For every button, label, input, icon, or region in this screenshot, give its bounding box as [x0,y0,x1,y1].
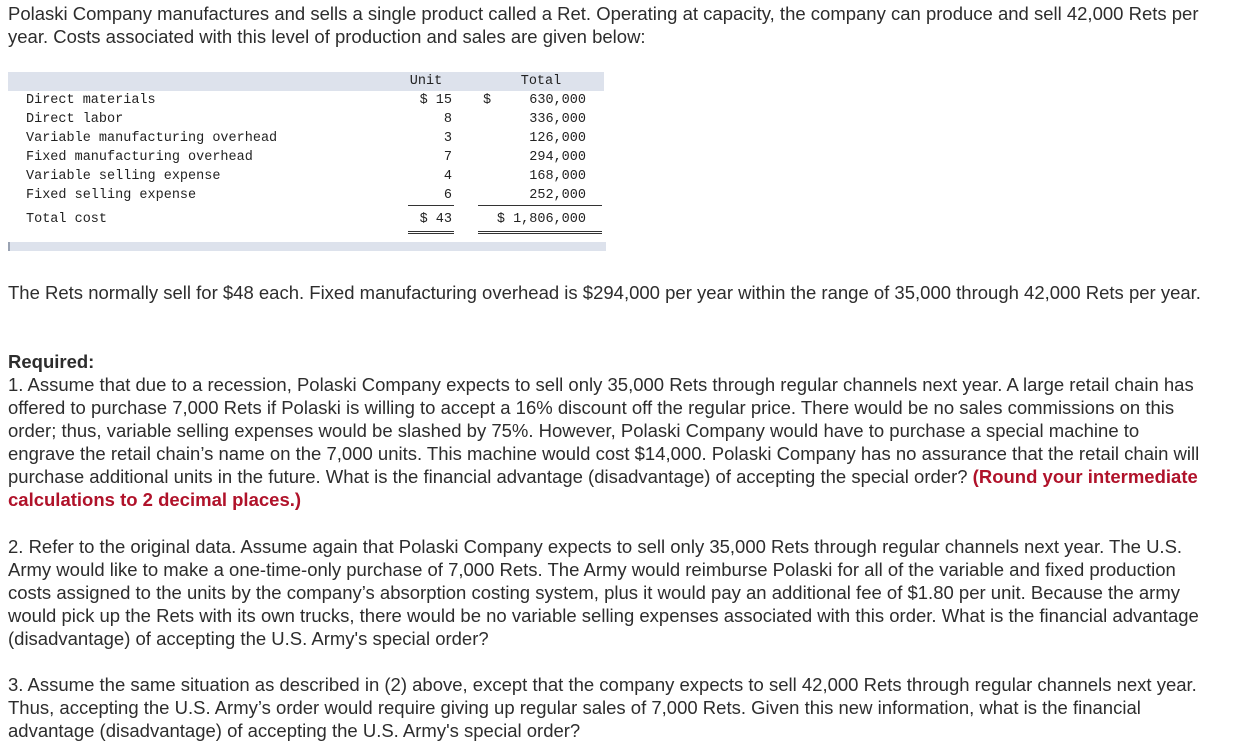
row-unit-cost: 6 [443,188,452,203]
question-2: 2. Refer to the original data. Assume again that Polaski Company expects to sell only 35,000 Rets through regular channels next year. The U.S. Army would like to make a one-time-only purchase of 7,000 Rets. The Army would reimburse Polaski for all of the variable and fixed production costs assigned to the units by the company’s absorption costing system, plus it would pay an additional fee of $1.80 per unit. Because the army would pick up the Rets with its own trucks, there would be no variable selling expenses associated with this order. What is the financial advantage (disadvantage) of accepting the U.S. Army's special order? [8,536,1199,649]
total-double-rule [478,231,602,234]
row-total-cost: 294,000 [529,150,586,165]
total-unit-cost: $ 43 [419,212,452,227]
row-unit-cost: 3 [443,131,452,146]
row-unit-cost: 7 [443,150,452,165]
rounding-note: (Round your intermediate calculations to 2 decimal places.) [8,466,1198,510]
question-1-text: 1. Assume that due to a recession, Polaski Company expects to sell only 35,000 Rets through regular channels next year. A large retail chain has offered to purchase 7,000 Rets if Polaski is willing to accept a 16% discount off the regular price. There would be no sales commissions on this order; thus, variable selling expenses would be slashed by 75%. However, Polaski Company would have to purchase a special machine to engrave the retail chain’s name on the 7,000 units. This machine would cost $14,000. Polaski Company has no assurance that the retail chain will purchase additional units in the future. What is the financial advantage (disadvantage) of accepting the special order? [8,374,1200,487]
subtotal-rule [408,205,454,206]
row-total-cost: 168,000 [529,169,586,184]
dollar-sign: $ [483,93,492,108]
column-header-unit: Unit [409,74,443,89]
row-unit-cost: 4 [443,169,452,184]
row-total-cost: 336,000 [529,112,586,127]
subtotal-rule [478,205,602,206]
table-footer-band [8,242,606,251]
total-row-label: Total cost [26,212,108,227]
row-label: Direct labor [26,112,124,127]
row-unit-cost: 8 [443,112,452,127]
required-heading: Required: [8,351,95,372]
column-header-total: Total [520,74,562,89]
row-total-cost: 126,000 [529,131,586,146]
row-label: Variable manufacturing overhead [26,131,278,146]
row-label: Fixed selling expense [26,188,197,203]
question-3: 3. Assume the same situation as described in (2) above, except that the company expects to sell 42,000 Rets through regular channels next year. Thus, accepting the U.S. Army’s order would require giving up regular sales of 7,000 Rets. Given this new information, what is the financial advantage (disadvantage) of accepting the U.S. Army's special order? [8,674,1197,741]
row-total-cost: 630,000 [529,93,586,108]
row-label: Variable selling expense [26,169,221,184]
price-paragraph: The Rets normally sell for $48 each. Fixed manufacturing overhead is $294,000 per year within the range of 35,000 through 42,000 Rets per year. [8,282,1201,303]
row-total-cost: 252,000 [529,188,586,203]
total-double-rule [408,231,454,234]
row-label: Fixed manufacturing overhead [26,150,253,165]
intro-paragraph: Polaski Company manufactures and sells a single product called a Ret. Operating at capacity, the company can produce and sell 42,000 Rets per year. Costs associated with this level of production and sales are given below: [8,3,1199,47]
question-1 [8,373,1208,511]
total-cost-value: $ 1,806,000 [496,212,586,227]
row-unit-cost: $ 15 [419,93,452,108]
cost-table [8,72,604,252]
row-label: Direct materials [26,93,156,108]
